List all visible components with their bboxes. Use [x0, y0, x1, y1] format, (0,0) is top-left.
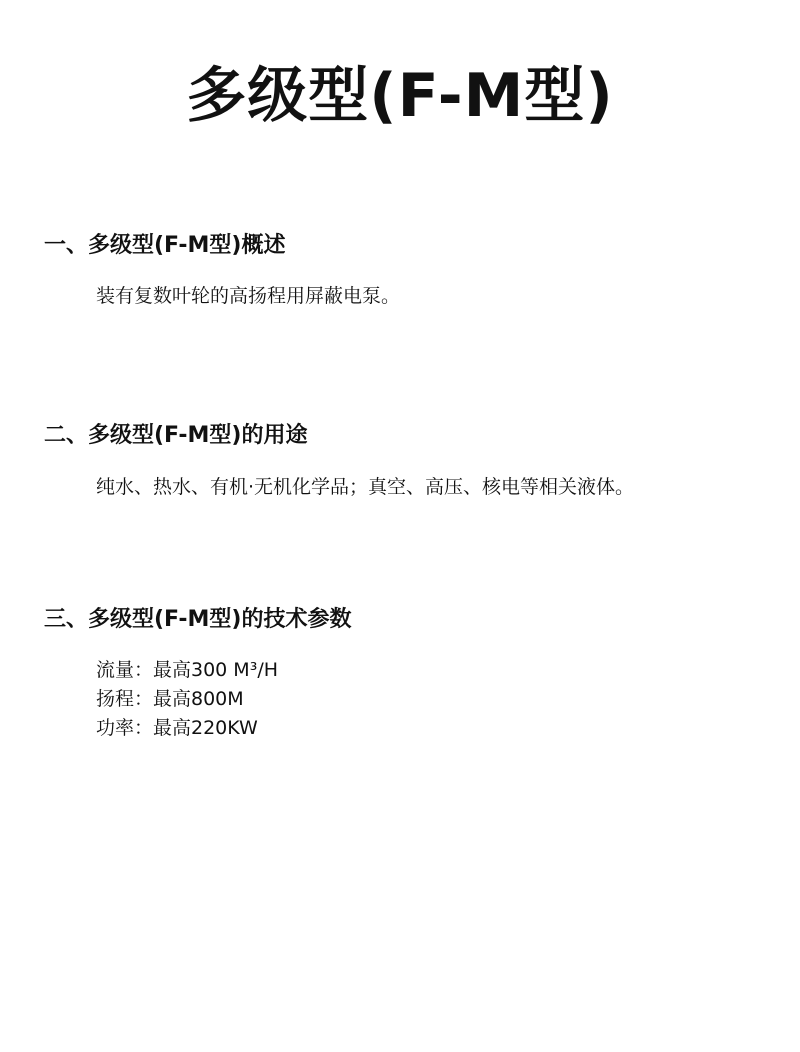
spec-head: 扬程：最高800M [96, 688, 244, 710]
section-specifications [44, 605, 774, 743]
spec-power: 功率：最高220KW [96, 717, 258, 739]
applications-text: 纯水、热水、有机·无机化学品；真空、高压、核电等相关液体。 [96, 476, 635, 498]
section-heading-specifications: 三、多级型(F-M型)的技术参数 [44, 607, 352, 632]
spec-flow-rate: 流量：最高300 M³/H [96, 659, 279, 681]
overview-text: 装有复数叶轮的高扬程用屏蔽电泵。 [96, 285, 401, 307]
spec-list [44, 656, 774, 743]
section-overview [44, 231, 774, 311]
page-title: 多级型(F-M型) [186, 61, 614, 131]
section-heading-overview: 一、多级型(F-M型)概述 [44, 233, 286, 258]
section-heading-applications: 二、多级型(F-M型)的用途 [44, 423, 308, 448]
section-applications [44, 421, 774, 502]
